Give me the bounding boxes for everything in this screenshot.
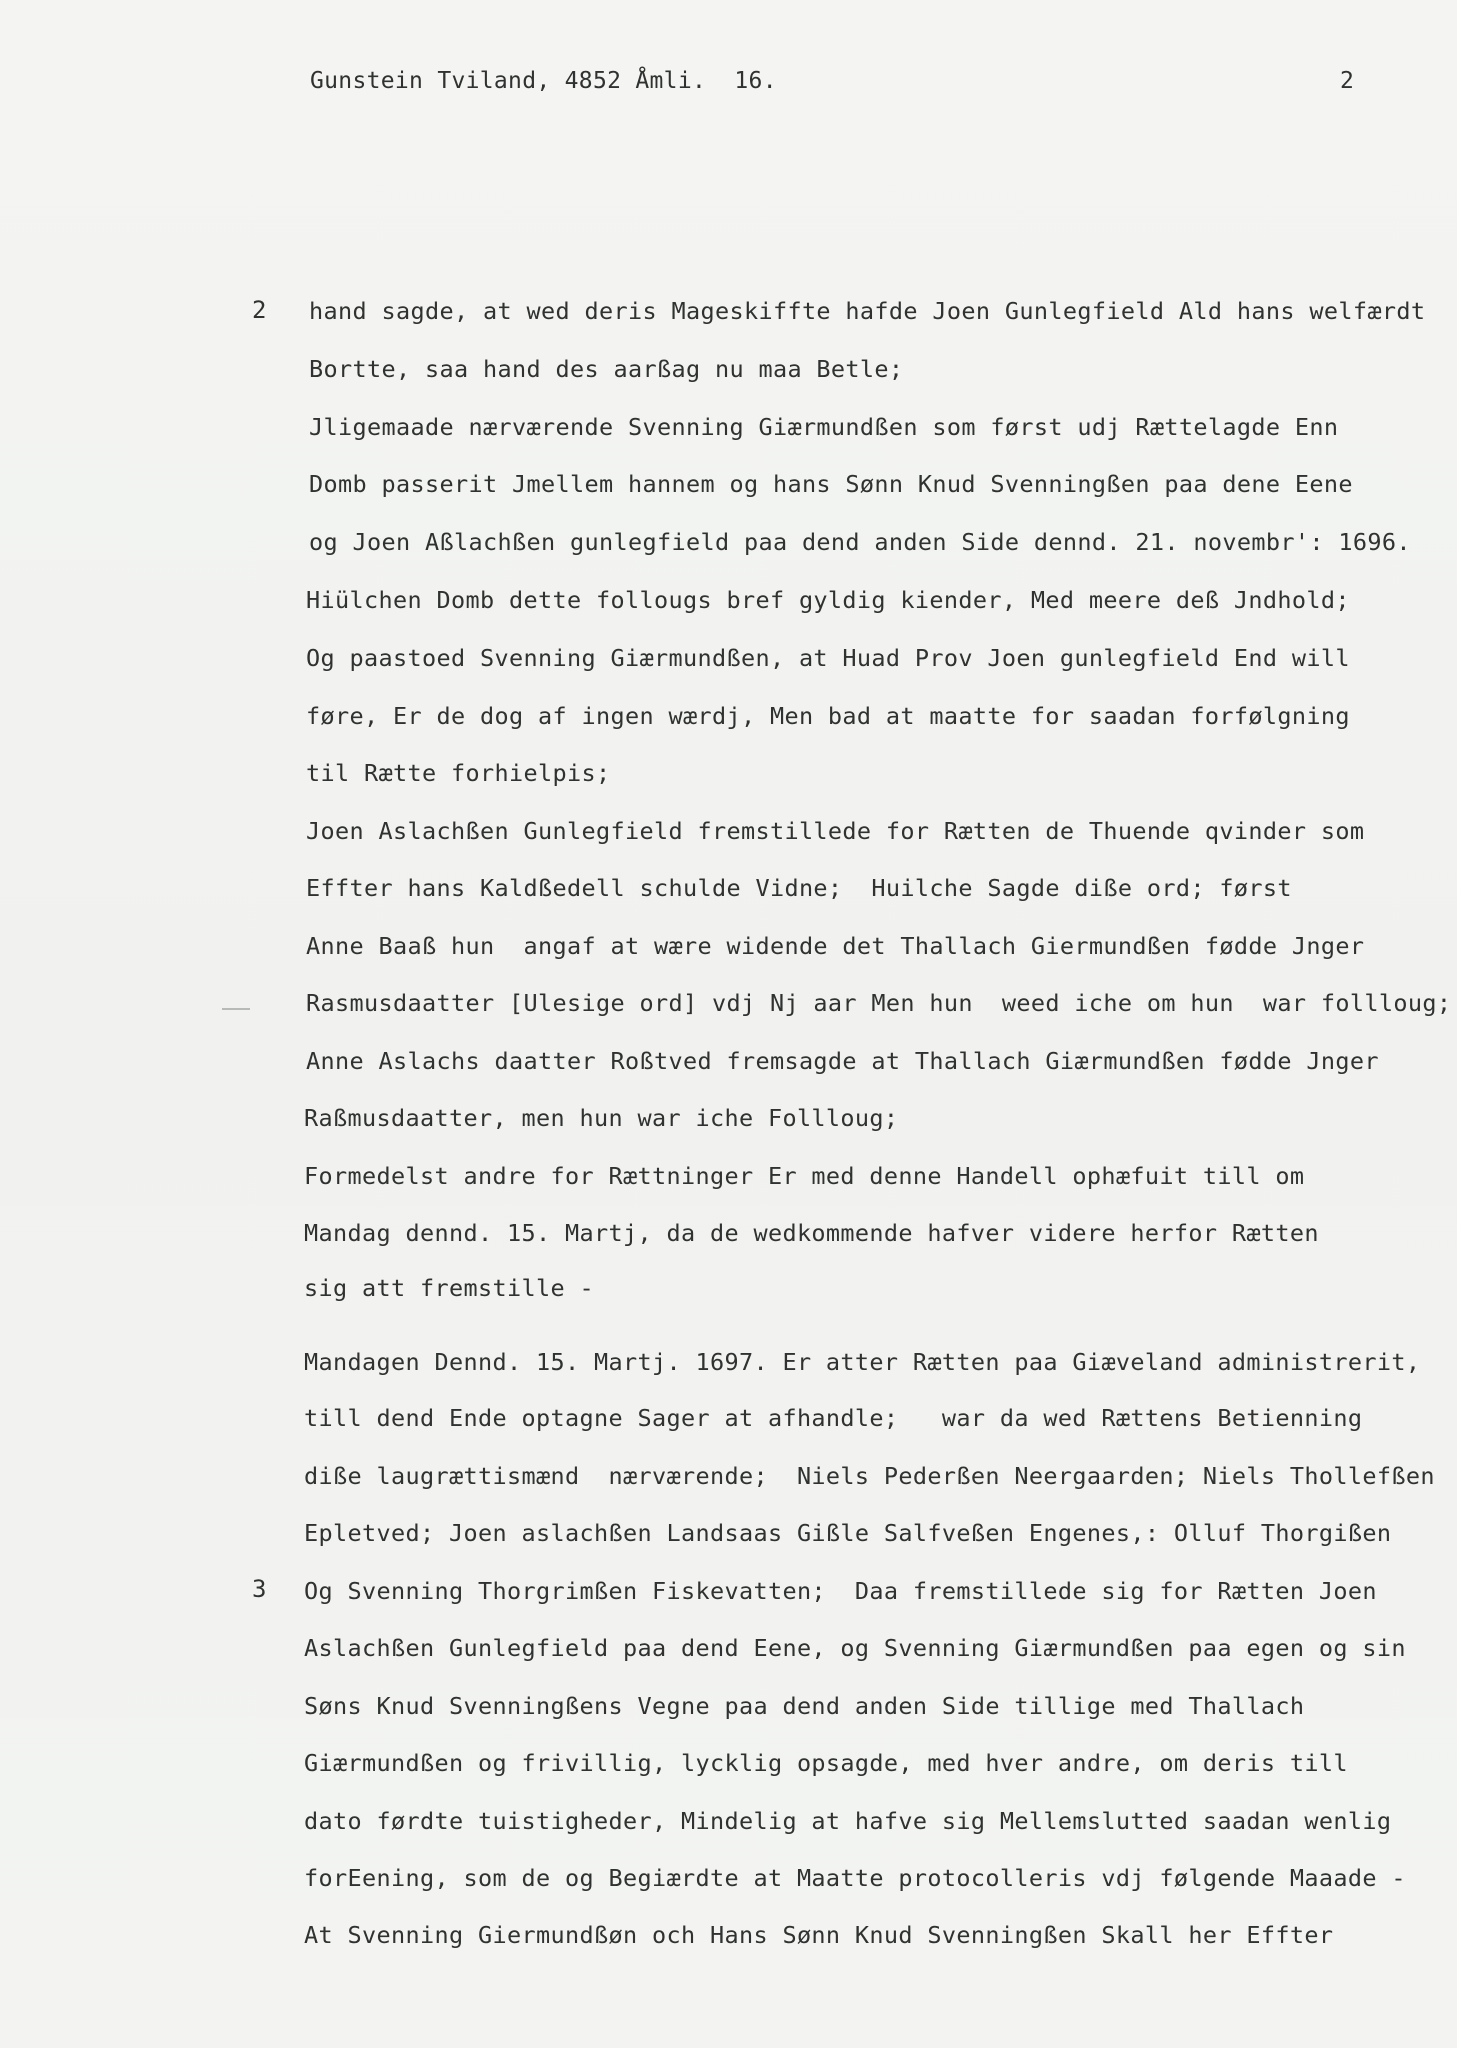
text-line: Og paastoed Svenning Giærmundßen, at Huad Prov Joen gunlegfield End will xyxy=(306,644,1350,672)
text-line: Jligemaade nærværende Svenning Giærmundßen som først udj Rættelagde Enn xyxy=(309,413,1339,441)
text-line: hand sagde, at wed deris Mageskiffte hafde Joen Gunlegfield Ald hans welfærdt xyxy=(309,297,1426,325)
text-line: till dend Ende optagne Sager at afhandle; war da wed Rættens Betienning xyxy=(304,1404,1363,1432)
text-line: til Rætte forhielpis; xyxy=(306,759,611,787)
text-line: At Svenning Giermundßøn och Hans Sønn Knud Svenningßen Skall her Effter xyxy=(304,1921,1334,1949)
text-line: Anne Baaß hun angaf at wære widende det Thallach Giermundßen fødde Jnger xyxy=(306,932,1365,960)
text-line: Aslachßen Gunlegfield paa dend Eene, og Svenning Giærmundßen paa egen og sin xyxy=(304,1634,1406,1662)
page-header: Gunstein Tviland, 4852 Åmli. 16. xyxy=(310,68,777,94)
text-line: og Joen Aßlachßen gunlegfield paa dend anden Side dennd. 21. novembr': 1696. xyxy=(309,528,1411,556)
text-line: Formedelst andre for Rættninger Er med denne Handell ophæfuit till om xyxy=(304,1162,1305,1190)
text-line: Mandag dennd. 15. Martj, da de wedkommende hafver videre herfor Rætten xyxy=(304,1219,1319,1247)
text-line: Bortte, saa hand des aarßag nu maa Betle; xyxy=(309,355,904,383)
text-line: Epletved; Joen aslachßen Landsaas Gißle Salfveßen Engenes,: Olluf Thorgißen xyxy=(304,1519,1392,1547)
margin-number-2: 2 xyxy=(252,296,267,324)
margin-dash xyxy=(222,1008,250,1010)
text-line: Joen Aslachßen Gunlegfield fremstillede for Rætten de Thuende qvinder som xyxy=(306,817,1365,845)
text-line: Giærmundßen og frivillig, lycklig opsagde, med hver andre, om deris till xyxy=(304,1749,1348,1777)
text-line: Domb passerit Jmellem hannem og hans Sønn Knud Svenningßen paa dene Eene xyxy=(309,470,1353,498)
text-line: Søns Knud Svenningßens Vegne paa dend anden Side tillige med Thallach xyxy=(304,1692,1305,1720)
page-number: 2 xyxy=(1340,68,1354,94)
text-line: Mandagen Dennd. 15. Martj. 1697. Er atter Rætten paa Giæveland administrerit, xyxy=(304,1348,1421,1376)
text-line: forEening, som de og Begiærdte at Maatte protocolleris vdj følgende Maaade - xyxy=(304,1864,1406,1892)
text-line: diße laugrættismænd nærværende; Niels Pederßen Neergaarden; Niels Thollefßen xyxy=(304,1462,1435,1490)
text-line: Og Svenning Thorgrimßen Fiskevatten; Daa fremstillede sig for Rætten Joen xyxy=(304,1577,1377,1605)
text-line: sig att fremstille - xyxy=(304,1274,594,1302)
bleed-through-bottom xyxy=(200,1700,227,1783)
text-line: Anne Aslachs daatter Roßtved fremsagde at Thallach Giærmundßen fødde Jnger xyxy=(306,1047,1379,1075)
margin-number-3: 3 xyxy=(252,1575,267,1603)
text-line: Raßmusdaatter, men hun war iche Follloug; xyxy=(304,1104,899,1132)
text-line: Effter hans Kaldßedell schulde Vidne; Huilche Sagde diße ord; først xyxy=(306,874,1292,902)
text-line: føre, Er de dog af ingen wærdj, Men bad at maatte for saadan forfølgning xyxy=(306,702,1350,730)
text-line: Hiülchen Domb dette follougs bref gyldig kiender, Med meere deß Jndhold; xyxy=(306,586,1350,614)
text-line: dato førdte tuistigheder, Mindelig at hafve sig Mellemslutted saadan wenlig xyxy=(304,1807,1392,1835)
text-line: Rasmusdaatter [Ulesige ord] vdj Nj aar Men hun weed iche om hun war follloug; xyxy=(306,989,1452,1017)
